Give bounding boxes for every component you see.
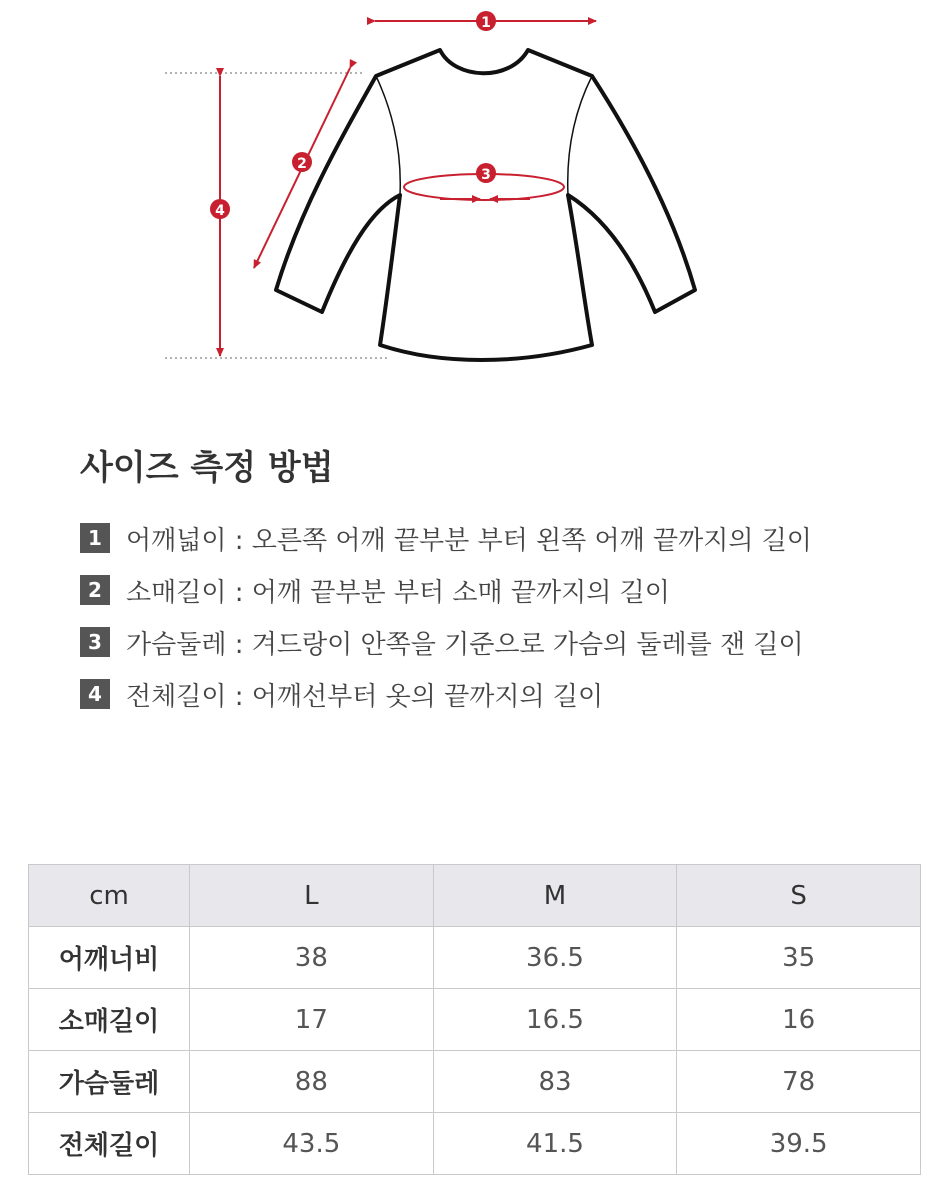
method-text: 어깨넓이 : 오른쪽 어깨 끝부분 부터 왼쪽 어깨 끝까지의 길이 [126,525,812,556]
marker-1-label: 1 [481,15,491,31]
number-badge: 1 [80,523,110,553]
method-text: 소매길이 : 어깨 끝부분 부터 소매 끝까지의 길이 [126,577,670,608]
table-cell: 43.5 [190,1113,434,1175]
unit-header: cm [29,865,190,927]
top-outline [276,50,695,360]
table-cell: 83 [433,1051,677,1113]
table-cell: 78 [677,1051,921,1113]
table-cell: 17 [190,989,434,1051]
number-badge: 4 [80,679,110,709]
table-header-row [29,865,921,927]
table-cell: 41.5 [433,1113,677,1175]
method-text: 가슴둘레 : 겨드랑이 안쪽을 기준으로 가슴의 둘레를 잰 길이 [126,629,804,660]
size-table [28,864,921,1175]
row-label: 전체길이 [29,1113,190,1175]
number-badge: 2 [80,575,110,605]
table-row [29,927,921,989]
table-row [29,989,921,1051]
section-title: 사이즈 측정 방법 [80,448,334,488]
marker-2-label: 2 [297,156,307,172]
table-cell: 39.5 [677,1113,921,1175]
column-header-l: L [190,865,434,927]
method-item-sleeve [80,564,812,616]
table-cell: 16.5 [433,989,677,1051]
number-badge: 3 [80,627,110,657]
method-item-length [80,668,812,720]
garment-diagram [0,0,948,380]
method-item-chest [80,616,812,668]
row-label: 어깨너비 [29,927,190,989]
marker-3-label: 3 [481,167,491,183]
column-header-m: M [433,865,677,927]
measurement-method-list [80,512,812,720]
table-cell: 36.5 [433,927,677,989]
table-cell: 88 [190,1051,434,1113]
table-cell: 16 [677,989,921,1051]
marker-4-label: 4 [215,203,225,219]
column-header-s: S [677,865,921,927]
table-row [29,1051,921,1113]
method-item-shoulder [80,512,812,564]
method-text: 전체길이 : 어깨선부터 옷의 끝까지의 길이 [126,681,604,712]
table-cell: 38 [190,927,434,989]
table-cell: 35 [677,927,921,989]
row-label: 소매길이 [29,989,190,1051]
row-label: 가슴둘레 [29,1051,190,1113]
table-row [29,1113,921,1175]
